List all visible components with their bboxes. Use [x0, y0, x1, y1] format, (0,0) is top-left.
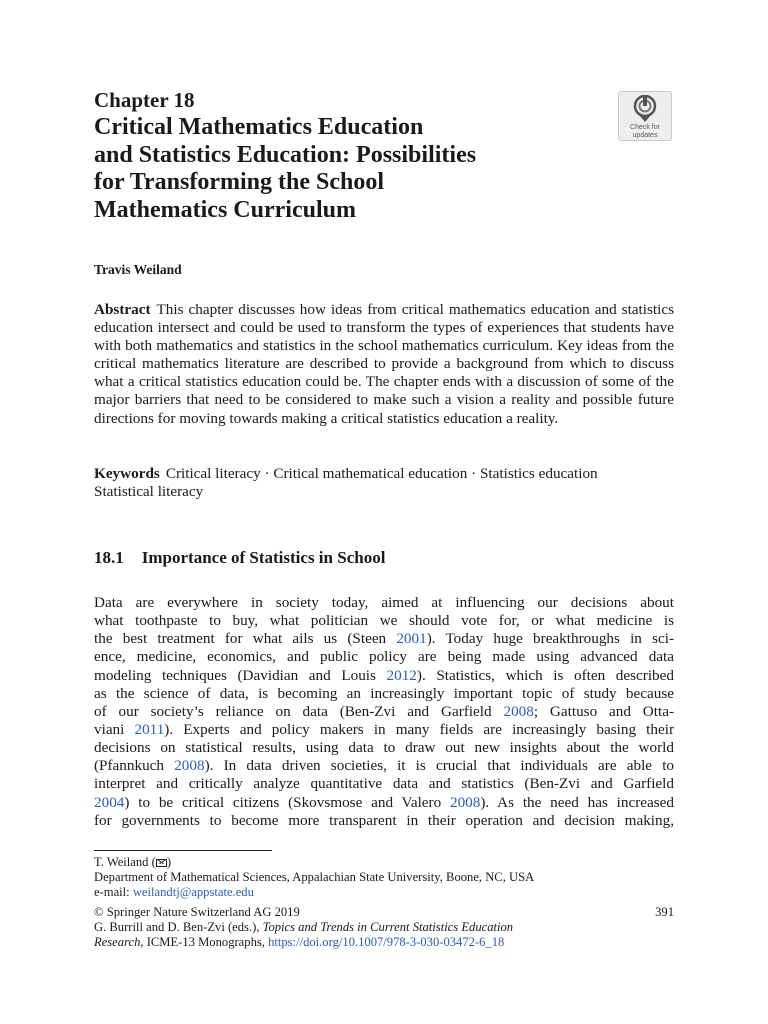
- keywords: [94, 465, 674, 501]
- body-line: [94, 630, 674, 648]
- author-name: Travis Weiland: [94, 262, 182, 277]
- body-line: what toothpaste to buy, what politician we should vote for, or what medicine is: [94, 612, 674, 630]
- body-text-segment: ) to be critical citizens (Skovsmose and Valero: [124, 793, 450, 811]
- book-citation-line: [94, 935, 674, 950]
- body-text-segment: ). Statistics, which is often described: [416, 666, 674, 684]
- body-line: as the science of data, is becoming an increasingly important topic of study because: [94, 684, 674, 702]
- body-line: ence, medicine, economics, and public policy are being made using advanced data: [94, 648, 674, 666]
- chapter-title-line: Critical Mathematics Education: [94, 114, 424, 140]
- paper-page: [94, 88, 675, 950]
- book-citation-line: [94, 920, 674, 935]
- doi-link[interactable]: https://doi.org/10.1007/978-3-030-03472-6_18: [268, 935, 505, 950]
- footnote-rule: [94, 850, 272, 851]
- email-label: e-mail:: [94, 885, 133, 900]
- author-footnote: [94, 855, 674, 901]
- page-number: 391: [655, 905, 674, 919]
- copyright-line: © Springer Nature Switzerland AG 2019: [94, 905, 300, 919]
- body-text-segment: ; Gattuso and Otta-: [533, 702, 675, 720]
- body-text-segment: modeling techniques (Davidian and Louis: [94, 666, 387, 684]
- body-text-segment: (Pfannkuch: [94, 757, 175, 775]
- body-line: [94, 667, 674, 685]
- copyright-block: [94, 905, 674, 951]
- body-line: [94, 721, 674, 739]
- footnote-department: Department of Mathematical Sciences, Appalachian State University, Boone, NC, USA: [94, 870, 535, 885]
- citation-link[interactable]: 2004: [94, 793, 125, 811]
- section-number: 18.1: [94, 548, 124, 567]
- body-text-segment: ). As the need has increased: [480, 793, 675, 811]
- body-text-segment: ). Today huge breakthroughs in sci-: [426, 630, 674, 648]
- citation-link[interactable]: 2008: [503, 702, 534, 720]
- chapter-title: [94, 114, 574, 224]
- body-text-segment: of our society’s reliance on data (Ben-Zvi and Garfield: [94, 702, 504, 720]
- editors-text: G. Burrill and D. Ben-Zvi (eds.),: [94, 920, 263, 935]
- keywords-line1: Critical literacy · Critical mathematical education · Statistics education: [165, 465, 598, 482]
- body-text-segment: ). In data driven societies, it is crucial that individuals are able to: [204, 757, 675, 775]
- body-text-segment: viani: [94, 720, 135, 738]
- abstract-text: This chapter discusses how ideas from critical mathematics education and statistics education intersect and could be used to transform the types of experiences that students have with both mathematics and statistics in the school mathematics curriculum. Key ideas from the critical mathematics literature are described to provide a background from which to discuss what a critical statistics education could be. The chapter ends with a discussion of some of the major barriers that need to be considered to make such a vision a reality and possible future directions for moving towards making a critical statistics education a reality.: [94, 301, 674, 427]
- check-for-updates-line1: Check for: [630, 124, 660, 131]
- body-line: [94, 757, 674, 775]
- book-title-part2: Research: [94, 935, 141, 950]
- footnote-author-line: [94, 855, 674, 870]
- check-for-updates-badge[interactable]: [618, 91, 672, 141]
- citation-link[interactable]: 2001: [396, 630, 427, 648]
- section-title: Importance of Statistics in School: [141, 548, 386, 567]
- chapter-label: Chapter 18: [94, 88, 195, 112]
- abstract: [94, 301, 674, 428]
- section-heading: [94, 548, 385, 568]
- body-text-segment: ). Experts and policy makers in many fields are increasingly basing their: [164, 720, 674, 738]
- crossmark-icon: [632, 95, 658, 123]
- footnote-author-close: ): [166, 855, 172, 869]
- series-text: , ICME-13 Monographs,: [140, 935, 269, 950]
- keywords-line2: Statistical literacy: [94, 483, 204, 501]
- body-text-segment: the best treatment for what ails us (Steen: [94, 630, 397, 648]
- body-line: [94, 794, 674, 812]
- body-line: for governments to become more transparent in their operation and decision making,: [94, 811, 674, 829]
- body-line: Data are everywhere in society today, aimed at influencing our decisions about: [94, 594, 674, 611]
- body-line: interpret and critically analyze quantitative data and statistics (Ben-Zvi and Garfield: [94, 775, 674, 793]
- check-for-updates-line2: updates: [632, 132, 658, 139]
- citation-link[interactable]: 2008: [174, 757, 205, 775]
- abstract-label: Abstract: [94, 301, 151, 318]
- envelope-icon: [156, 859, 167, 867]
- chapter-title-line: and Statistics Education: Possibilities: [94, 141, 477, 168]
- body-line: [94, 703, 674, 721]
- body-line: decisions on statistical results, using data to draw out new insights about the world: [94, 739, 674, 757]
- chapter-title-line: Mathematics Curriculum: [94, 196, 356, 223]
- footnote-email-line: [94, 885, 674, 900]
- citation-link[interactable]: 2008: [449, 793, 481, 811]
- body-paragraph: [94, 594, 674, 830]
- chapter-title-line: for Transforming the School: [94, 169, 385, 195]
- keywords-label: Keywords: [94, 465, 160, 482]
- email-link[interactable]: weilandtj@appstate.edu: [132, 885, 254, 900]
- citation-link[interactable]: 2011: [134, 720, 165, 738]
- book-title-part1: Topics and Trends in Current Statistics Education: [262, 920, 514, 935]
- footnote-author-name: T. Weiland (: [94, 855, 156, 869]
- citation-link[interactable]: 2012: [386, 666, 417, 684]
